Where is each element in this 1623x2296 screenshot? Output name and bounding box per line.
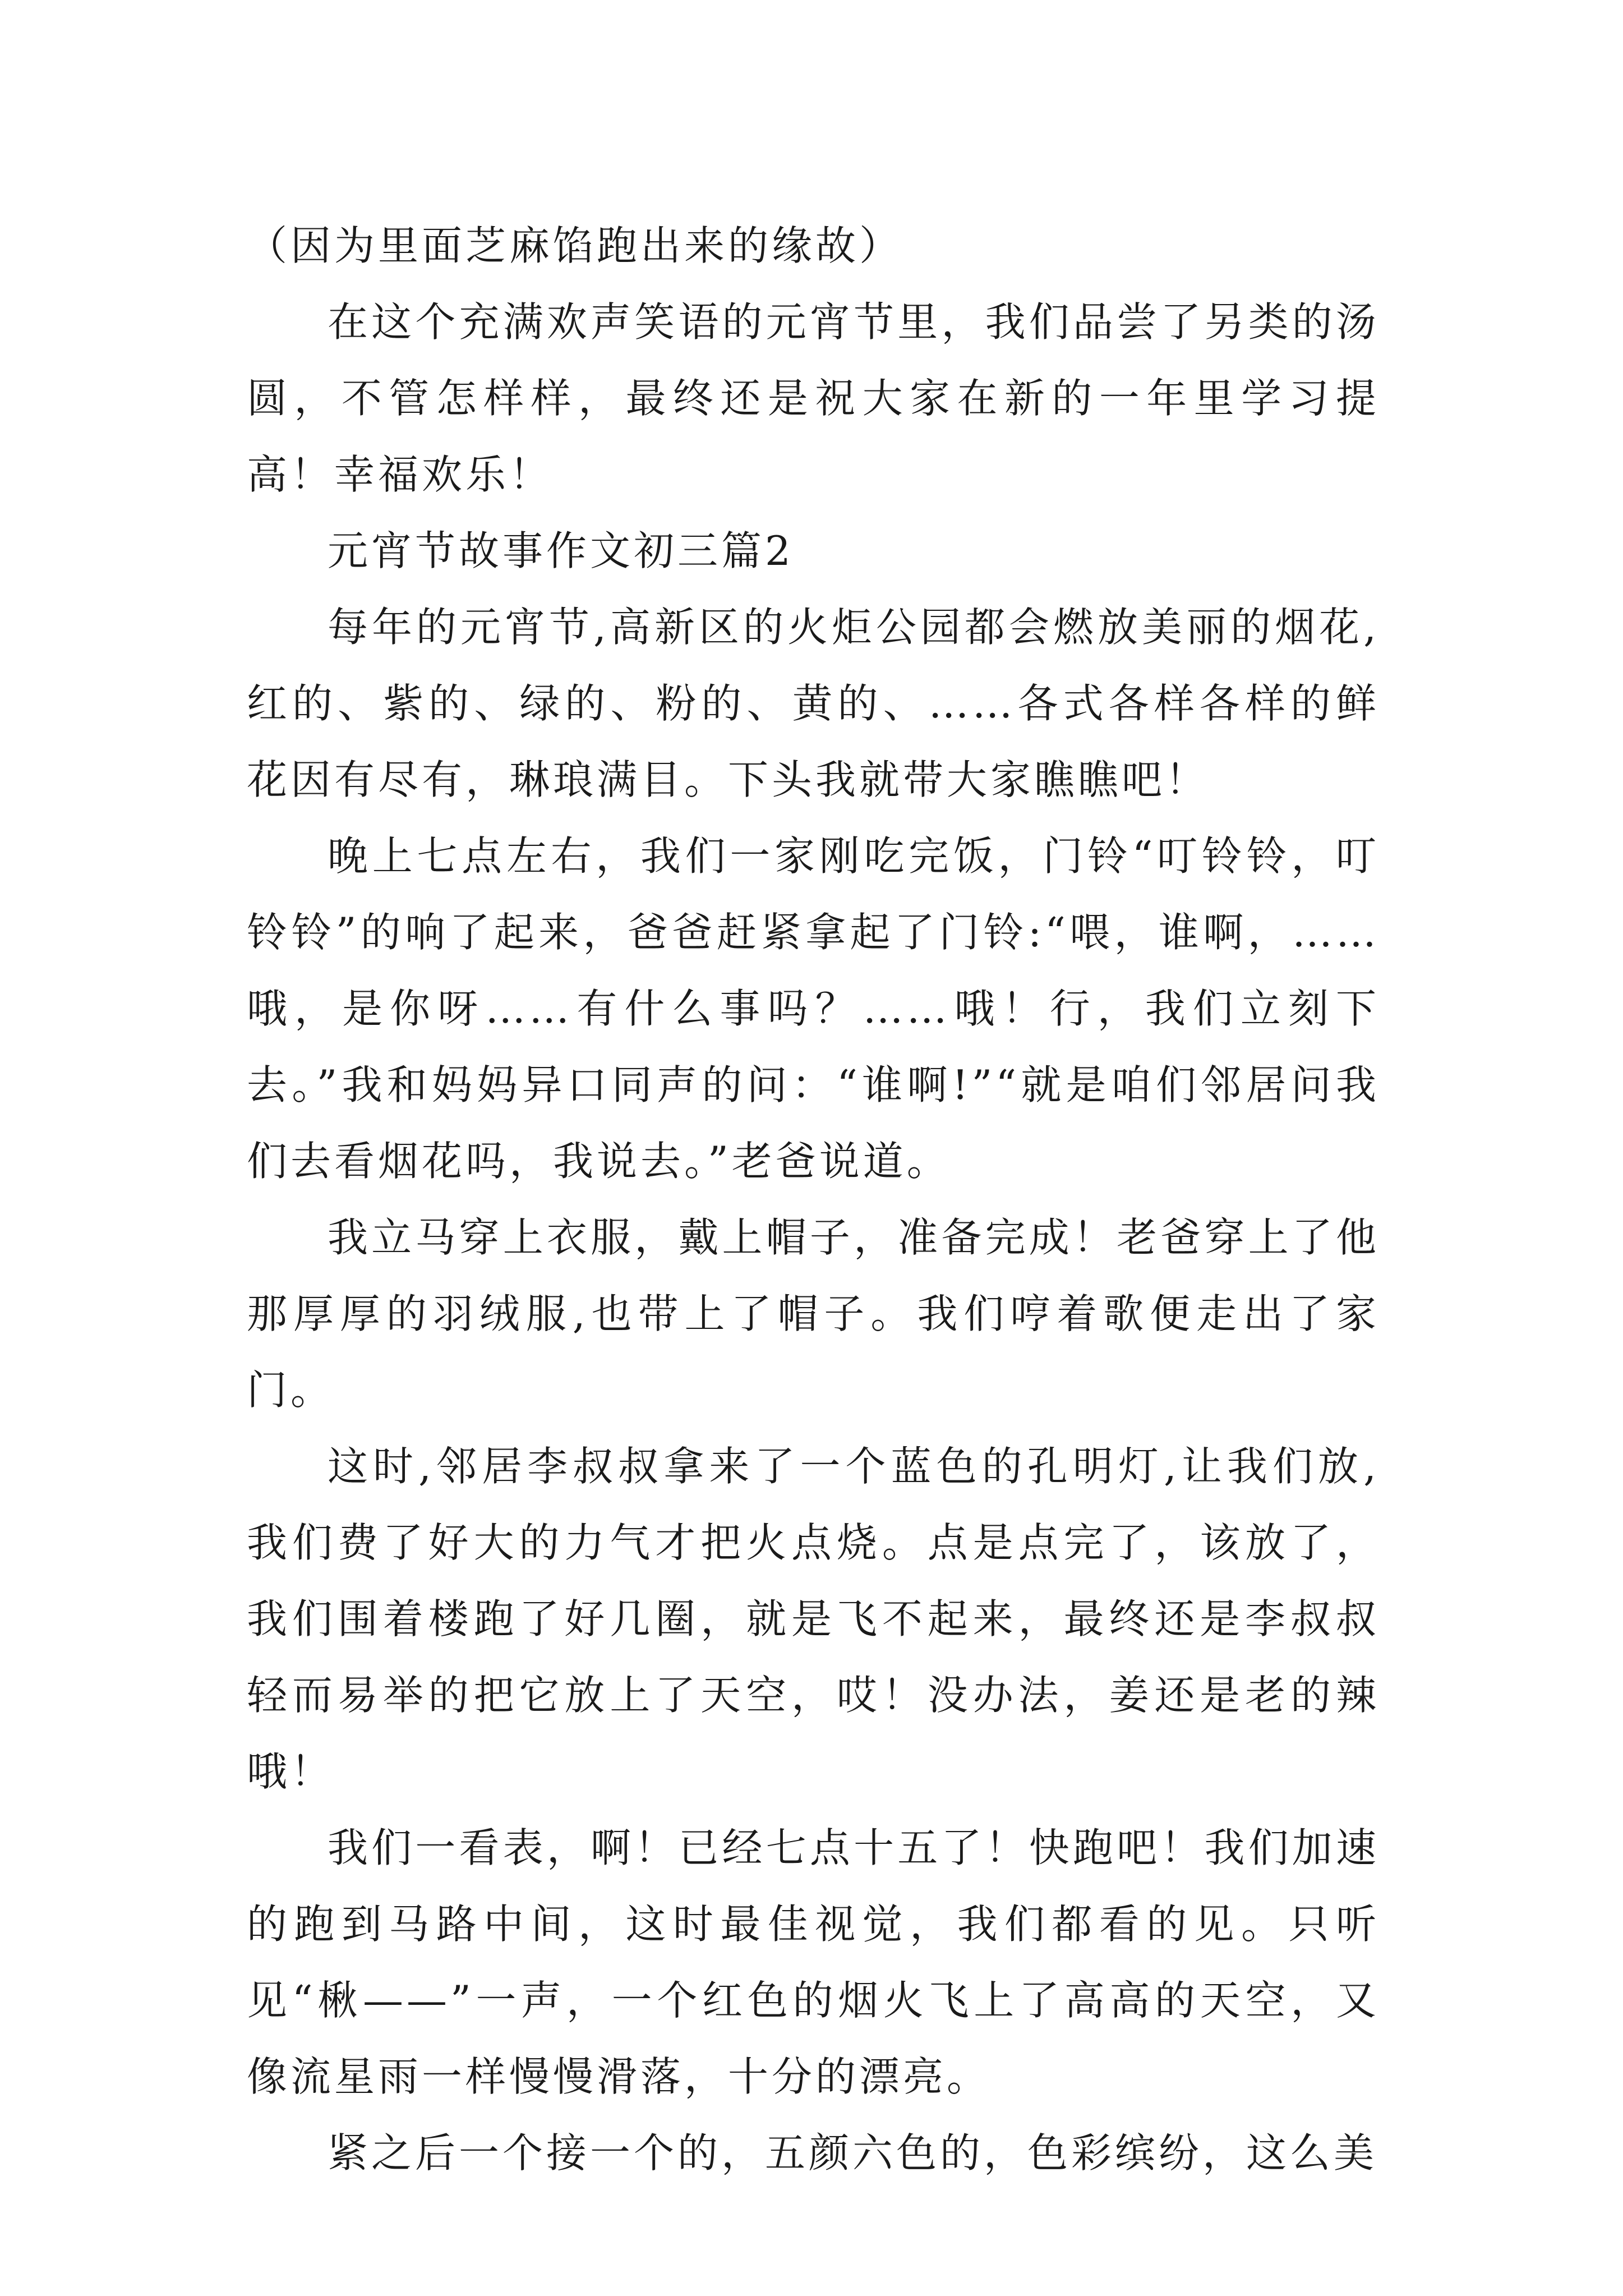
paragraph-fireworks-intro: 每年的元宵节,高新区的火炬公园都会燃放美丽的烟花,红的、紫的、绿的、粉的、黄的、……各式各样各样的鲜花因有尽有，琳琅满目。下头我就带大家瞧瞧吧！ bbox=[247, 604, 1380, 803]
paragraph-first-firework: 我们一看表，啊！已经七点十五了！快跑吧！我们加速的跑到马路中间，这时最佳视觉，我们都看的见。只听见“楸——”一声，一个红色的烟火飞上了高高的天空，又像流星雨一样慢慢滑落，十分的漂亮。 bbox=[247, 1824, 1380, 2100]
paragraph-doorbell: 晚上七点左右，我们一家刚吃完饭，门铃“叮铃铃，叮铃铃”的响了起来，爸爸赶紧拿起了门铃:“喂，谁啊，……哦，是你呀……有什么事吗？……哦！行，我们立刻下去。”我和妈妈异口同声的问：“谁啊!”“就是咱们邻居问我们去看烟花吗，我说去。”老爸说道。 bbox=[247, 832, 1380, 1185]
section-heading: 元宵节故事作文初三篇2 bbox=[328, 527, 794, 574]
document-body bbox=[247, 208, 1380, 2191]
paragraph-continuation: 紧之后一个接一个的，五颜六色的，色彩缤纷，这么美 bbox=[328, 2129, 1378, 2177]
paragraph-sky-lantern: 这时,邻居李叔叔拿来了一个蓝色的孔明灯,让我们放,我们费了好大的力气才把火点烧。点是点完了，该放了，我们围着楼跑了好几圈，就是飞不起来，最终还是李叔叔轻而易举的把它放上了天空，哎！没办法，姜还是老的辣哦！ bbox=[247, 1443, 1380, 1795]
paragraph-closing-wish: 在这个充满欢声笑语的元宵节里，我们品尝了另类的汤圆，不管怎样样，最终还是祝大家在新的一年里学习提高！幸福欢乐！ bbox=[247, 298, 1380, 498]
paragraph-parenthetical-note: （因为里面芝麻馅跑出来的缘故） bbox=[247, 222, 903, 269]
paragraph-getting-ready: 我立马穿上衣服，戴上帽子，准备完成！老爸穿上了他那厚厚的羽绒服,也带上了帽子。我们哼着歌便走出了家门。 bbox=[247, 1214, 1380, 1414]
